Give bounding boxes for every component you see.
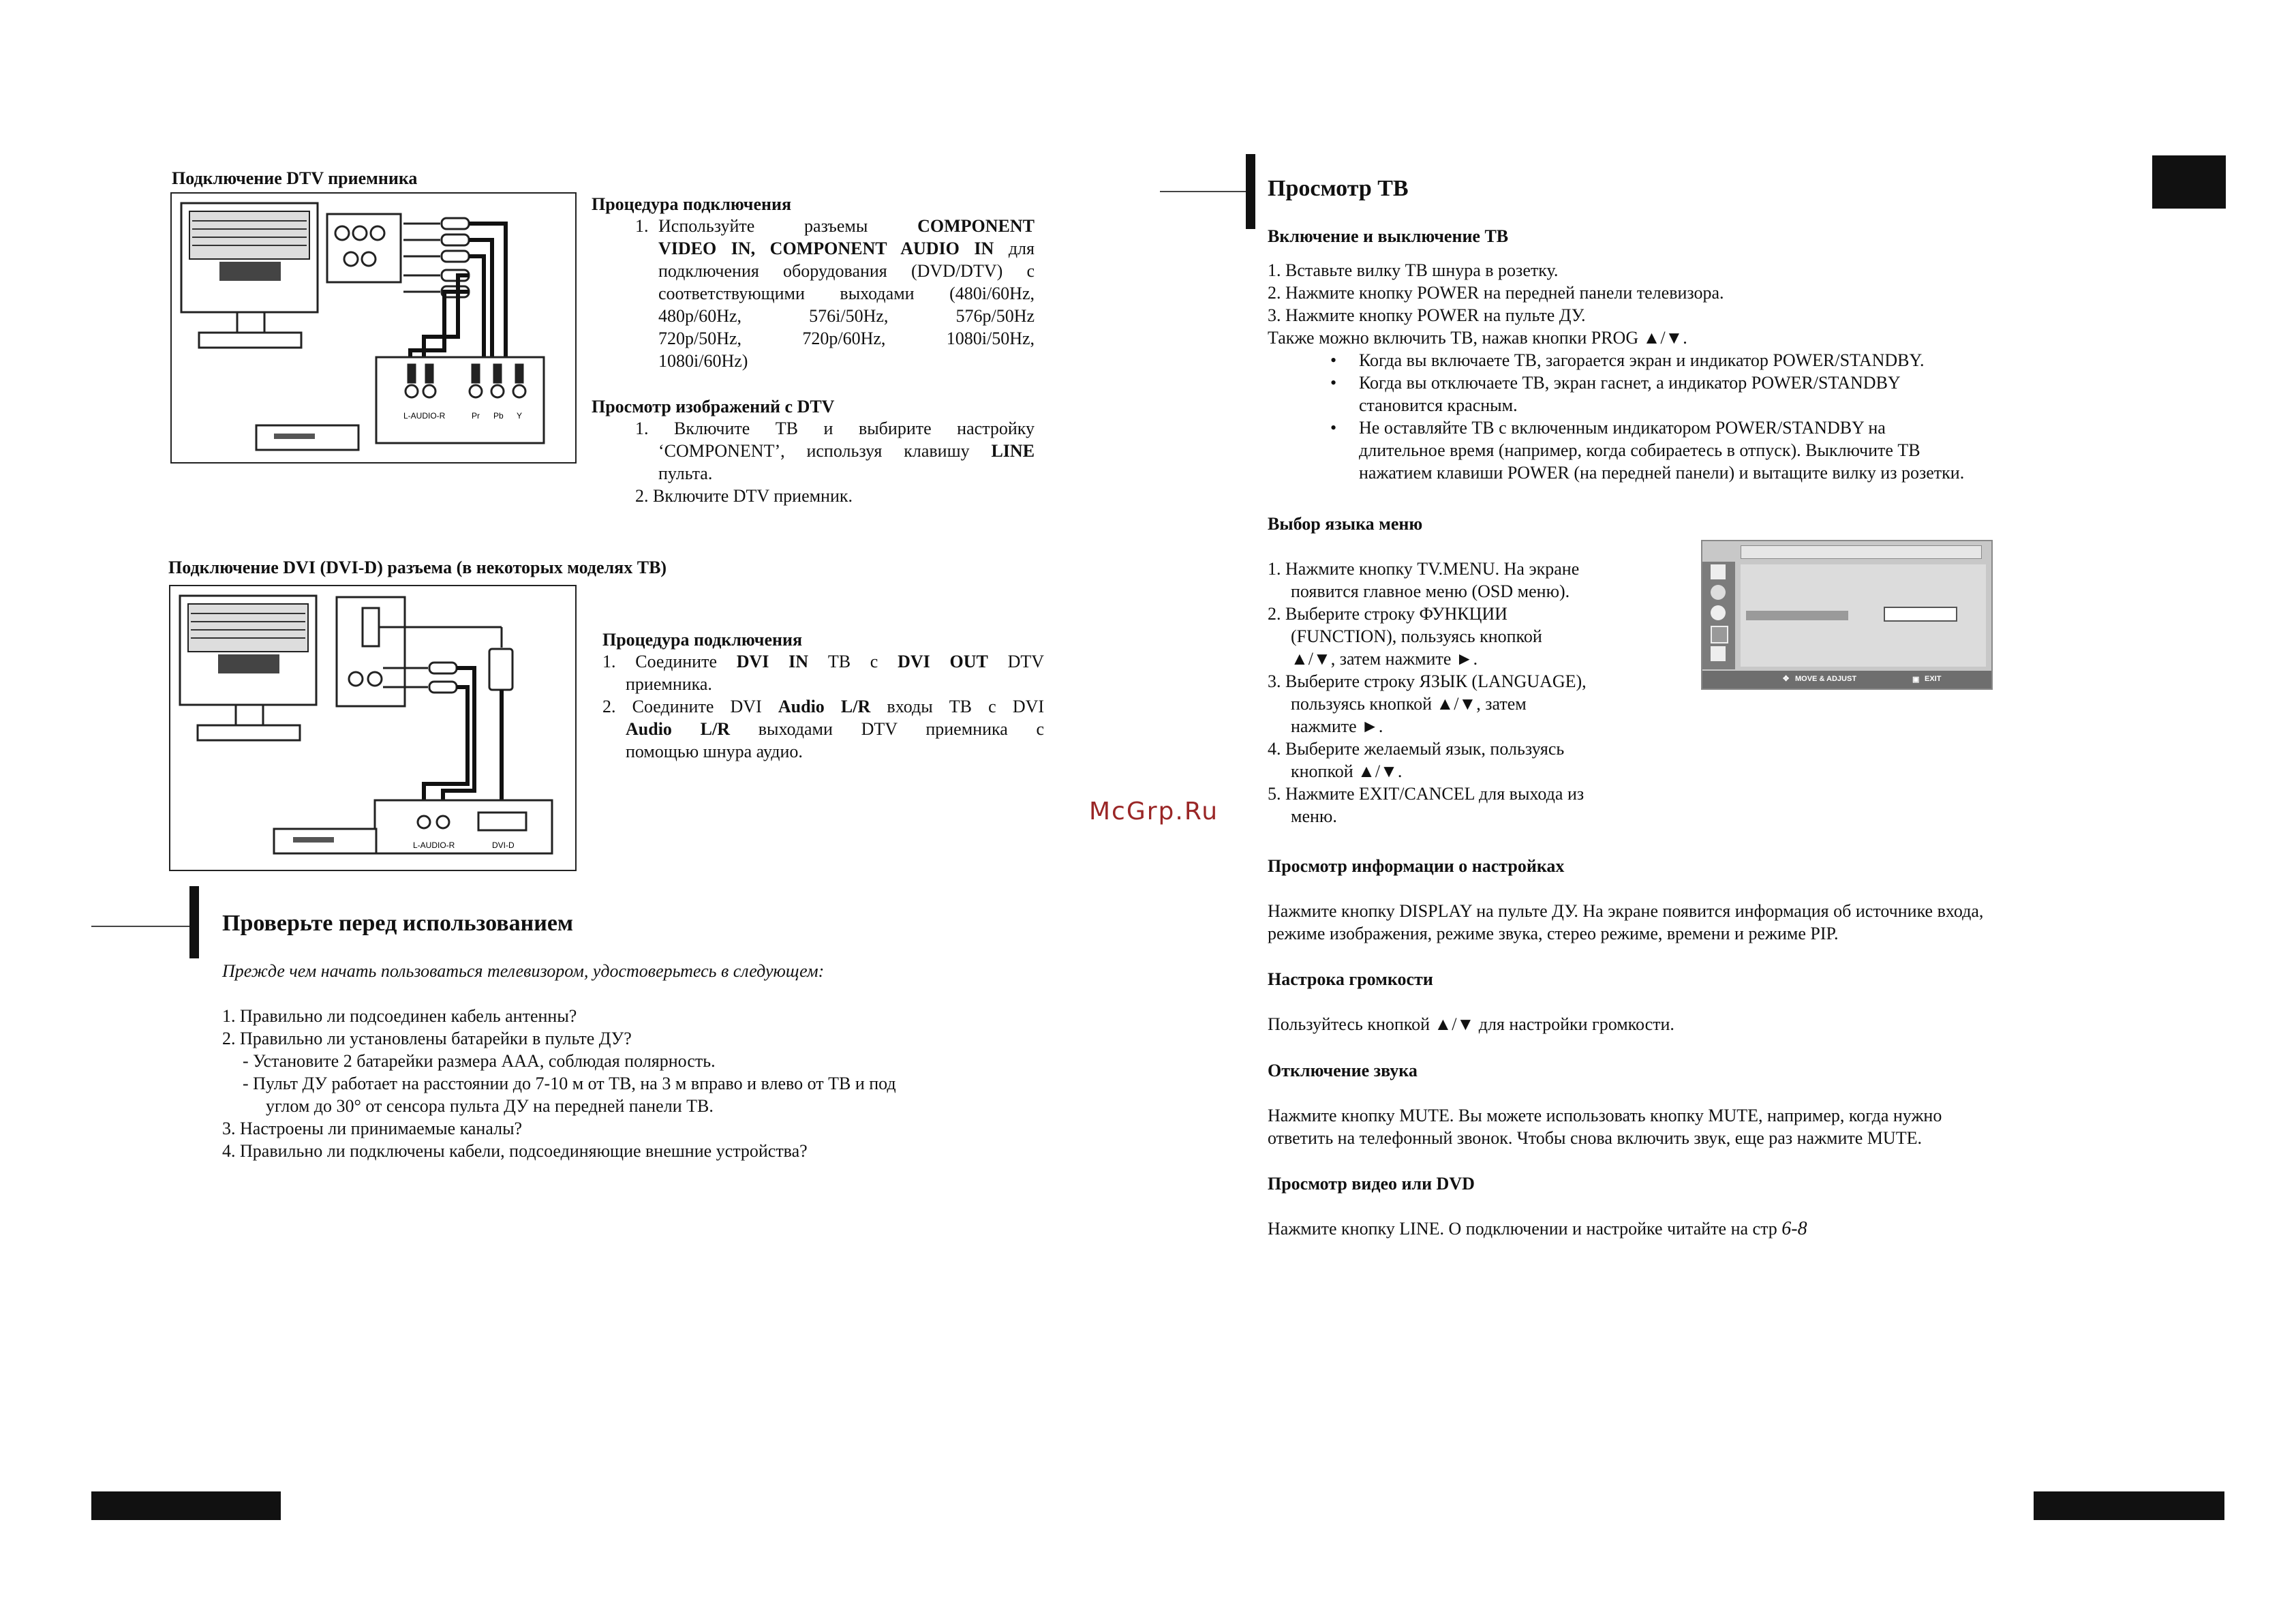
mute-text [1268,1104,1942,1149]
check-item: - Установите 2 батарейки размера AAA, соблюдая полярность. [243,1051,716,1071]
dtv-view-text [635,417,1035,507]
lang-title: Выбор языка меню [1268,514,1423,534]
volume-text: Пользуйтесь кнопкой ▲/▼ для настройки громкости. [1268,1014,1674,1034]
lang-step: пользуясь кнопкой ▲/▼, затем [1291,694,1527,714]
check-item: 3. Настроены ли принимаемые каналы? [222,1119,523,1138]
mute-line: Нажмите кнопку MUTE. Вы можете использовать кнопку MUTE, например, когда нужно [1268,1106,1942,1125]
lang-step: 2. Выберите строку ФУНКЦИИ [1268,604,1507,624]
dtv-step1-line: VIDEO IN, COMPONENT AUDIO IN для [658,239,1035,258]
power-step: 1. Вставьте вилку ТВ шнура в розетку. [1268,260,1559,280]
check-item: 1. Правильно ли подсоединен кабель антенны? [222,1006,577,1026]
check-item: 2. Правильно ли установлены батарейки в пульте ДУ? [222,1029,632,1048]
lang-step: нажмите ►. [1291,716,1383,736]
osd-exit-label: EXIT [1925,675,1942,683]
dtv-view-line: ‘COMPONENT’, используя клавишу LINE [658,441,1035,461]
dtv-diagram-svg [172,194,575,462]
check-section-bar [189,886,199,958]
check-item: углом до 30° от сенсора пульта ДУ на передней панели ТВ. [266,1096,714,1116]
video-text: Нажмите кнопку LINE. О подключении и настройке читайте на стр 6-8 [1268,1218,1807,1239]
power-bullet-cont: нажатием клавиши POWER (на передней панели) и вытащите вилку из розетки. [1359,463,1965,483]
power-bullets [1330,349,1965,484]
osd-content [1741,564,1986,667]
info-title: Просмотр информации о настройках [1268,856,1565,876]
dtv-connection-diagram [170,192,577,464]
function-icon [1711,626,1728,643]
dtv-step1-line: подключения оборудования (DVD/DTV) с [658,261,1035,281]
lang-step: 5. Нажмите EXIT/CANCEL для выхода из [1268,784,1585,804]
lang-step: кнопкой ▲/▼. [1291,761,1403,781]
power-bullet: • Когда вы включаете ТВ, загорается экран и индикатор POWER/STANDBY. [1330,350,1925,370]
dtv-label-pr: Pr [472,411,480,421]
dtv-step1-line: соответствующими выходами (480i/60Hz, [658,284,1035,303]
dvi-connection-diagram [169,585,577,871]
video-title: Просмотр видео или DVD [1268,1174,1475,1194]
power-steps [1268,259,1724,349]
dtv-view-line: пульта. [658,464,713,483]
right-footer-bar [2034,1491,2224,1520]
dtv-section-title: Подключение DTV приемника [172,168,418,188]
lang-step: (FUNCTION), пользуясь кнопкой [1291,626,1542,646]
dtv-view-line: 2. Включите DTV приемник. [635,486,853,506]
power-title: Включение и выключение ТВ [1268,226,1509,246]
move-adjust-icon: ✥ [1783,675,1790,683]
right-page-title: Просмотр ТВ [1268,176,1409,201]
info-line: Нажмите кнопку DISPLAY на пульте ДУ. На экране появится информация об источнике входа, [1268,901,1984,921]
dtv-label-y: Y [517,411,523,421]
power-bullet: • Не оставляйте ТВ с включенным индикатором POWER/STANDBY на [1330,418,1886,438]
lang-step: появится главное меню (OSD меню). [1291,581,1570,601]
dtv-label-pb: Pb [493,411,504,421]
dtv-view-title: Просмотр изображений с DTV [592,397,835,416]
dvi-line: 1. Соедините DVI IN ТВ с DVI OUT DTV [602,652,1045,671]
lang-step: 4. Выберите желаемый язык, пользуясь [1268,739,1565,759]
exit-icon: ▣ [1912,676,1920,684]
volume-title: Настрока громкости [1268,969,1433,989]
lang-steps [1268,558,1587,828]
osd-language-value [1884,607,1957,622]
right-title-rule [1160,191,1246,192]
dvi-section-title: Подключение DVI (DVI-D) разъема (в некоторых моделях ТВ) [168,558,667,577]
check-list [222,1005,896,1162]
lang-step: меню. [1291,806,1337,826]
info-text [1268,900,1983,945]
check-section-title: Проверьте перед использованием [222,911,574,936]
dvi-line: 2. Соедините DVI Audio L/R входы ТВ с DVI [602,697,1045,716]
dvi-diagram-svg [170,586,575,870]
check-item: - Пульт ДУ работает на расстоянии до 7-10 м от ТВ, на 3 м вправо и влево от ТВ и под [243,1074,896,1093]
lang-step: 1. Нажмите кнопку TV.MENU. На экране [1268,559,1580,579]
dtv-step1-text [658,215,1035,372]
power-bullet-cont: становится красным. [1359,395,1518,415]
right-corner-tab [2152,155,2226,209]
power-step: Также можно включить ТВ, нажав кнопки PROG ▲/▼. [1268,328,1687,348]
dvi-proc-title: Процедура подключения [602,630,803,650]
dtv-proc-title: Процедура подключения [592,194,792,214]
dtv-step1-line: Используйте разъемы COMPONENT [658,216,1035,236]
osd-icon-column [1702,562,1735,669]
dvi-line: Audio L/R выходами DTV приемника с [626,719,1045,739]
check-intro: Прежде чем начать пользоваться телевизором, удостоверьтесь в следующем: [222,961,825,981]
dtv-step1-line: 720p/50Hz, 720p/60Hz, 1080i/50Hz, [658,329,1035,348]
dvi-label-laudior: L-AUDIO-R [413,840,455,850]
osd-move-label: MOVE & ADJUST [1795,675,1857,683]
dvi-line: помощью шнура аудио. [626,742,803,761]
dtv-label-laudior: L-AUDIO-R [403,411,446,421]
channel-icon [1711,605,1726,620]
dvi-label-dvid: DVI-D [492,840,515,850]
osd-menu-image [1701,540,1993,690]
pip-icon [1711,646,1726,661]
sound-icon [1711,585,1726,600]
check-item: 4. Правильно ли подключены кабели, подсоединяющие внешние устройства? [222,1141,808,1161]
power-bullet: • Когда вы отключаете ТВ, экран гаснет, а индикатор POWER/STANDBY [1330,373,1901,393]
power-bullet-cont: длительное время (например, когда собираетесь в отпуск). Выключите ТВ [1359,440,1920,460]
mute-title: Отключение звука [1268,1061,1418,1080]
lang-step: ▲/▼, затем нажмите ►. [1291,649,1478,669]
osd-language-row [1746,611,1848,620]
info-line: режиме изображения, режиме звука, стерео режиме, времени и режиме PIP. [1268,924,1839,943]
osd-footer [1702,671,1991,688]
right-title-bar [1246,154,1255,229]
video-page-ref: 6-8 [1781,1218,1807,1239]
power-step: 3. Нажмите кнопку POWER на пульте ДУ. [1268,305,1586,325]
power-step: 2. Нажмите кнопку POWER на передней панели телевизора. [1268,283,1724,303]
dtv-step1-num: 1. [635,216,649,236]
picture-icon [1711,564,1726,579]
dvi-proc-text [602,650,1044,763]
mute-line: ответить на телефонный звонок. Чтобы снова включить звук, еще раз нажмите MUTE. [1268,1128,1922,1148]
dtv-view-line: 1. Включите ТВ и выбирите настройку [635,419,1035,438]
osd-title-bar [1741,545,1982,559]
dtv-step1-line: 480p/60Hz, 576i/50Hz, 576p/50Hz [658,306,1035,326]
dtv-step1-line: 1080i/60Hz) [658,351,748,371]
check-rule [91,926,189,927]
dvi-line: приемника. [626,674,712,694]
lang-step: 3. Выберите строку ЯЗЫК (LANGUAGE), [1268,671,1587,691]
watermark: McGrp.Ru [1089,798,1219,825]
left-footer-bar [91,1491,281,1520]
